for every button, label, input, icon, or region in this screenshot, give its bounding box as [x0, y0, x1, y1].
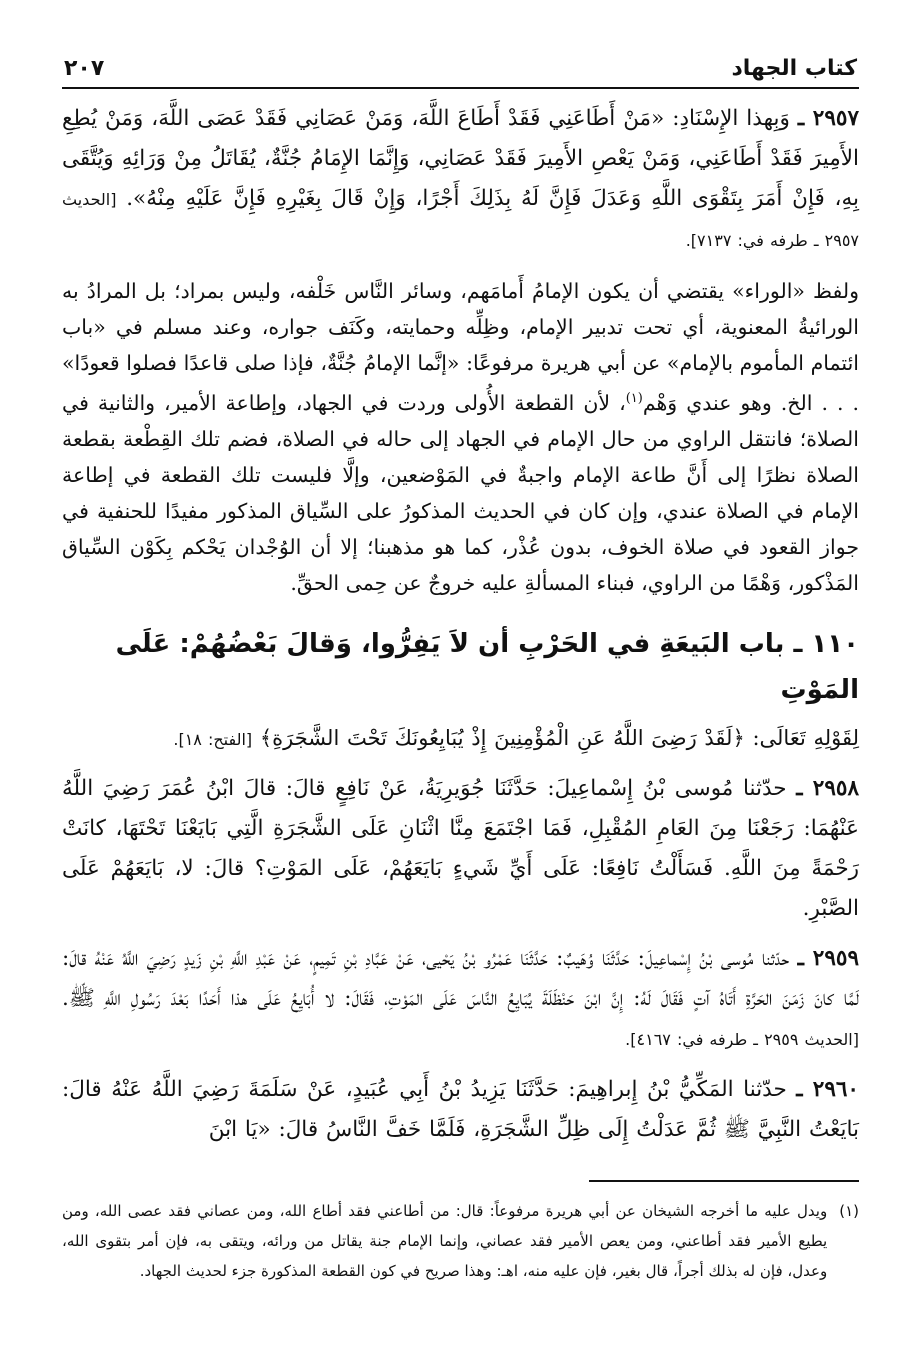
running-head: [62, 56, 859, 89]
footnotes: [62, 1196, 859, 1286]
hadith-reference: [الحديث ٢٩٥٧ ـ طرفه في: ٧١٣٧].: [62, 190, 859, 250]
hadith-2959: [62, 939, 859, 1060]
footnote-number: (١): [839, 1202, 859, 1221]
hadith-number: ٢٩٥٩ ـ: [797, 946, 859, 972]
hadith-text: حدّثنا مُوسى بْنُ إِسْماعِيلَ: حَدَّثَنَا وُهَيبٌ: حَدَّثَنَا عَمْرُو بْنُ يَحْيى، عَنْ عَبَّادِ بْنِ تَمِيمٍ، عَنْ عَبْدِ اللَّهِ بْنِ زَيدٍ رَضِيَ اللَّهُ عَنْهُ قالَ: لَمَّا كانَ زَمَنَ الحَرَّةِ أَتَاهُ آتٍ فَقَالَ لَهُ: إِنَّ ابْنَ حَنْظَلَةَ يُبَايِعُ النَّاسَ عَلَى المَوْتِ، فَقَالَ: لا أُبَايِعُ عَلَى هذا أَحَدًا بَعْدَ رَسُولِ اللَّهِ ﷺ.: [62, 946, 859, 1012]
commentary-text-start: ولفظ «الوراء» يقتضي أن يكون الإمامُ أَمامَهم، وسائر النَّاس خَلْفه، وليس بمراد؛ بل المرادُ به الورائيةُ المعنوية، أي تحت تدبير الإمام، وظِلِّه وحمايته، وكَنَف جواره، وعند مسلم في «باب ائتمام المأموم بالإمام» عن أبي هريرة مرفوعًا: «إنَّما الإمامُ جُنَّةٌ، فإذا صلى قاعدًا فصلوا قعودًا» . . . الخ. وهو عندي وَهْم: [62, 279, 860, 415]
verse-reference: [الفتح: ١٨].: [173, 730, 253, 750]
commentary-paragraph: [62, 273, 859, 601]
hadith-number: ٢٩٦٠ ـ: [796, 1077, 859, 1103]
chapter-title: ١١٠ ـ باب البَيعَةِ في الحَرْبِ أن لاَ يَفِرُّوا، وَقالَ بَعْضُهُمْ: عَلَى المَوْتِ: [115, 629, 859, 706]
hadith-number: ٢٩٥٨ ـ: [796, 776, 859, 802]
footnote-divider: [589, 1180, 859, 1182]
page-number: ٢٠٧: [64, 56, 105, 81]
hadith-text: حدّثنا المَكِّيُّ بْنُ إِبراهِيمَ: حَدَّثَنَا يَزِيدُ بْنُ أَبِي عُبَيدٍ، عَنْ سَلَمَةَ رَضِيَ اللَّهُ عَنْهُ قالَ: بَايَعْتُ النَّبِيَّ ﷺ ثُمَّ عَدَلْتُ إِلَى ظِلِّ الشَّجَرَةِ، فَلَمَّا خَفَّ النَّاسُ قالَ: «يَا ابْنَ: [62, 1077, 859, 1143]
hadith-2958: [62, 769, 859, 929]
book-title: كتاب الجهاد: [731, 56, 857, 81]
hadith-2957: [62, 99, 859, 261]
footnote-1: [62, 1196, 859, 1286]
hadith-2960: [62, 1070, 859, 1150]
verse-intro: لِقَوْلِهِ تَعَالَى:: [752, 726, 859, 751]
footnote-marker[interactable]: (١): [625, 391, 643, 406]
hadith-text: حدّثنا مُوسى بْنُ إِسْماعِيلَ: حَدَّثَنَا جُوَيرِيَةُ، عَنْ نَافِعٍ قالَ: قالَ ابْنُ عُمَرَ رَضِيَ اللَّهُ عَنْهُمَا: رَجَعْنَا مِنَ العَامِ المُقْبِلِ، فَمَا اجْتَمَعَ مِنَّا اثْنَانِ عَلَى الشَّجَرَةِ الَّتِي بَايَعْنَا تَحْتَهَا، كانَتْ رَحْمَةً مِنَ اللَّهِ. فَسَأَلْتُ نَافِعًا: عَلَى أَيِّ شَيءٍ بَايَعَهُمْ، عَلَى المَوْتِ؟ قالَ: لا، بَايَعَهُمْ عَلَى الصَّبْرِ.: [62, 776, 859, 922]
commentary-text-end: ، لأن القطعة الأُولى وردت في الجهاد، وإطاعة الأمير، والثانية في الصلاة؛ فانتقل الراوي من حال الإمام في الجهاد إلى حاله في الصلاة، فضم تلك القِطْعة بقطعة الصلاة نظرًا إلى أَنَّ طاعة الإمام واجبةٌ في المَوْضعين، وإلَّا فليست تلك القطعة في إطاعة الإمام في الصلاة عندي، وإن كان في الحديث المذكورُ على السِّياق المذكور مفيدًا للحنفية في جواز القعود في صلاة الخوف، بدون عُذْر، كما هو مذهبنا؛ إلا أن الوُجْدان يَحْكم بِكَوْن السِّياق المَذْكور، وَهْمًا من الراوي، فبناء المسألةِ عليه خروجٌ عن حِمى الحقِّ.: [62, 390, 859, 595]
verse-line: [62, 719, 859, 759]
hadith-number: ٢٩٥٧ ـ: [797, 106, 859, 131]
footnote-text: ويدل عليه ما أخرجه الشيخان عن أبي هريرة مرفوعاً: قال: من أطاعني فقد أطاع الله، ومن عصاني فقد عصى الله، ومن يطيع الأمير فقد أطاعني، ومن يعص الأمير فقد عصاني، وإنما الإمام جنة يقاتل من ورائه، ويتقى به، فإن أمر بتقوى الله، وعدل، فإن له بذلك أجراً، قال بغير، فإن عليه منه، اهـ: وهذا صريح في كون القطعة المذكورة جزء لحديث الجهاد.: [62, 1202, 828, 1281]
hadith-reference: [الحديث ٢٩٥٩ ـ طرفه في: ٤١٦٧].: [625, 1030, 859, 1050]
hadith-text: وَبِهذا الإِسْنَادِ: «مَنْ أَطَاعَنِي فَقَدْ أَطَاعَ اللَّهَ، وَمَنْ عَصَانِي فَقَدْ عَصَى اللَّهَ، وَمَنْ يُطِعِ الأَمِيرَ فَقَدْ أَطَاعَنِي، وَمَنْ يَعْصِ الأَمِيرَ فَقَدْ عَصَانِي، وَإِنَّمَا الإِمَامُ جُنَّةٌ، يُقَاتَلُ مِنْ وَرَائِهِ وَيُتَّقَى بِهِ، فَإِنْ أَمَرَ بِتَقْوَى اللَّهِ وَعَدَلَ فَإِنَّ لَهُ بِذَلِكَ أَجْرًا، وَإِنْ قَالَ بِغَيْرِهِ فَإِنَّ عَلَيْهِ مِنْهُ».: [62, 106, 859, 211]
quran-verse: ﴿لَقَدْ رَضِىَ اللَّهُ عَنِ الْمُؤْمِنِينَ إِذْ يُبَايِعُونَكَ تَحْتَ الشَّجَرَةِ﴾: [259, 726, 745, 751]
